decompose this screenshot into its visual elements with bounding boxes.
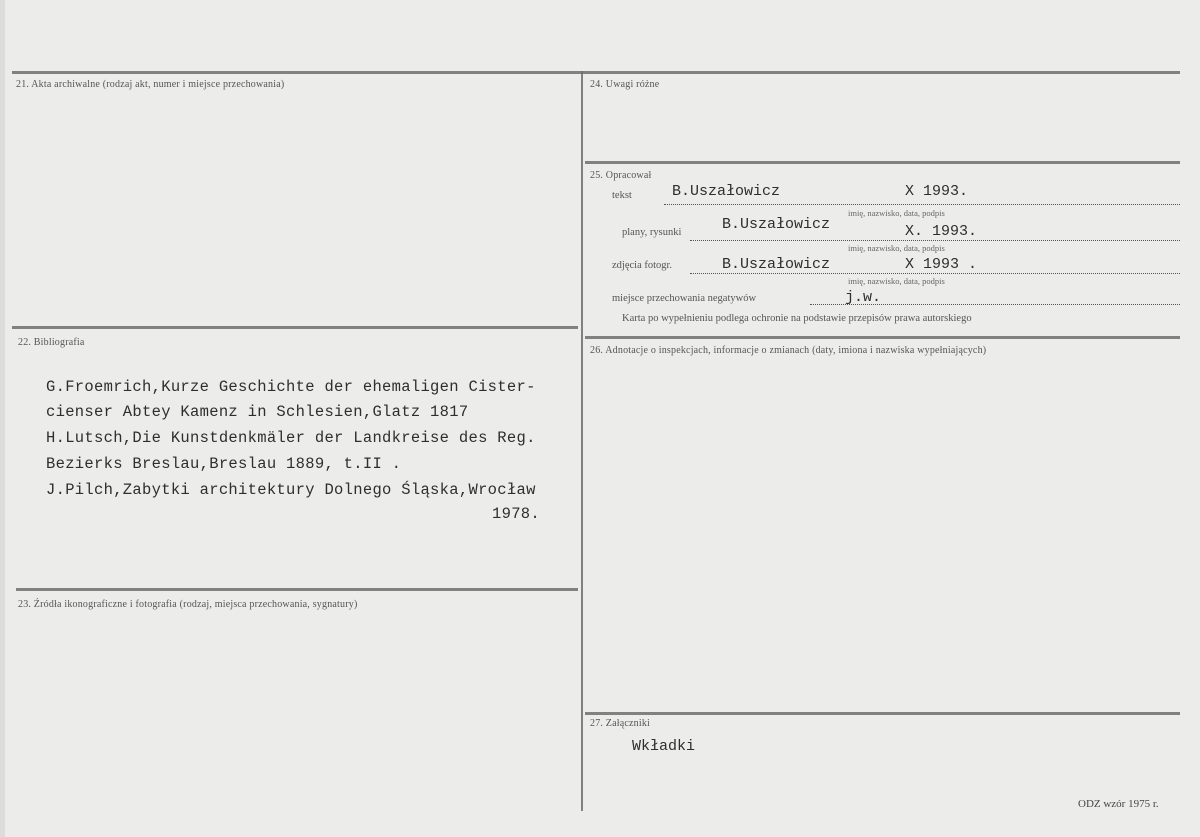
top-rule — [12, 71, 1180, 74]
copyright-note: Karta po wypełnieniu podlega ochronie na podstawie przepisów prawa autorskiego — [622, 313, 972, 324]
author-date: X. 1993. — [905, 223, 978, 240]
section-21-title: 21. Akta archiwalne (rodzaj akt, numer i miejsce przechowania) — [16, 79, 285, 90]
form-model-footer: ODZ wzór 1975 r. — [1078, 798, 1159, 810]
bibliography-line: H.Lutsch,Die Kunstdenkmäler der Landkreise des Reg. — [46, 429, 536, 447]
author-name: B.Uszałowicz — [672, 183, 781, 200]
author-date: X 1993. — [905, 183, 969, 200]
field-caption: imię, nazwisko, data, podpis — [848, 276, 945, 286]
bibliography-line: cienser Abtey Kamenz in Schlesien,Glatz 1817 — [46, 403, 469, 421]
rule-26-27 — [585, 712, 1180, 715]
author-name: B.Uszałowicz — [722, 256, 831, 273]
card-edge — [0, 0, 5, 837]
author-name: B.Uszałowicz — [722, 216, 831, 233]
bibliography-line: 1978. — [492, 505, 541, 523]
bibliography-line: J.Pilch,Zabytki architektury Dolnego Śląska,Wrocław — [46, 481, 536, 499]
signature-line — [690, 273, 1180, 274]
section-23-title: 23. Źródła ikonograficzne i fotografia (rodzaj, miejsca przechowania, sygnatury) — [18, 599, 358, 610]
field-label-plans: plany, rysunki — [622, 227, 682, 238]
bibliography-line: Bezierks Breslau,Breslau 1889, t.II . — [46, 455, 402, 473]
negatives-label: miejsce przechowania negatywów — [612, 293, 757, 304]
field-label-text: tekst — [612, 190, 632, 201]
author-date: X 1993 . — [905, 256, 978, 273]
section-26-title: 26. Adnotacje o inspekcjach, informacje o zmianach (daty, imiona i nazwiska wypełniających) — [590, 345, 987, 356]
signature-line — [690, 240, 1180, 241]
signature-line — [664, 204, 1180, 205]
section-25-title: 25. Opracował — [590, 170, 652, 181]
rule-25-26 — [585, 336, 1180, 339]
rule-21-22 — [12, 326, 578, 329]
rule-24-25 — [585, 161, 1180, 164]
field-caption: imię, nazwisko, data, podpis — [848, 208, 945, 218]
center-divider — [581, 71, 583, 811]
field-caption: imię, nazwisko, data, podpis — [848, 243, 945, 253]
field-label-photos: zdjęcia fotogr. — [612, 260, 673, 271]
bibliography-line: G.Froemrich,Kurze Geschichte der ehemaligen Cister- — [46, 378, 536, 396]
attachments-value: Wkładki — [632, 738, 696, 755]
negatives-value: j.w. — [845, 289, 882, 306]
section-22-title: 22. Bibliografia — [18, 337, 85, 348]
rule-22-23 — [16, 588, 578, 591]
section-24-title: 24. Uwagi różne — [590, 79, 660, 90]
section-27-title: 27. Załączniki — [590, 718, 650, 729]
